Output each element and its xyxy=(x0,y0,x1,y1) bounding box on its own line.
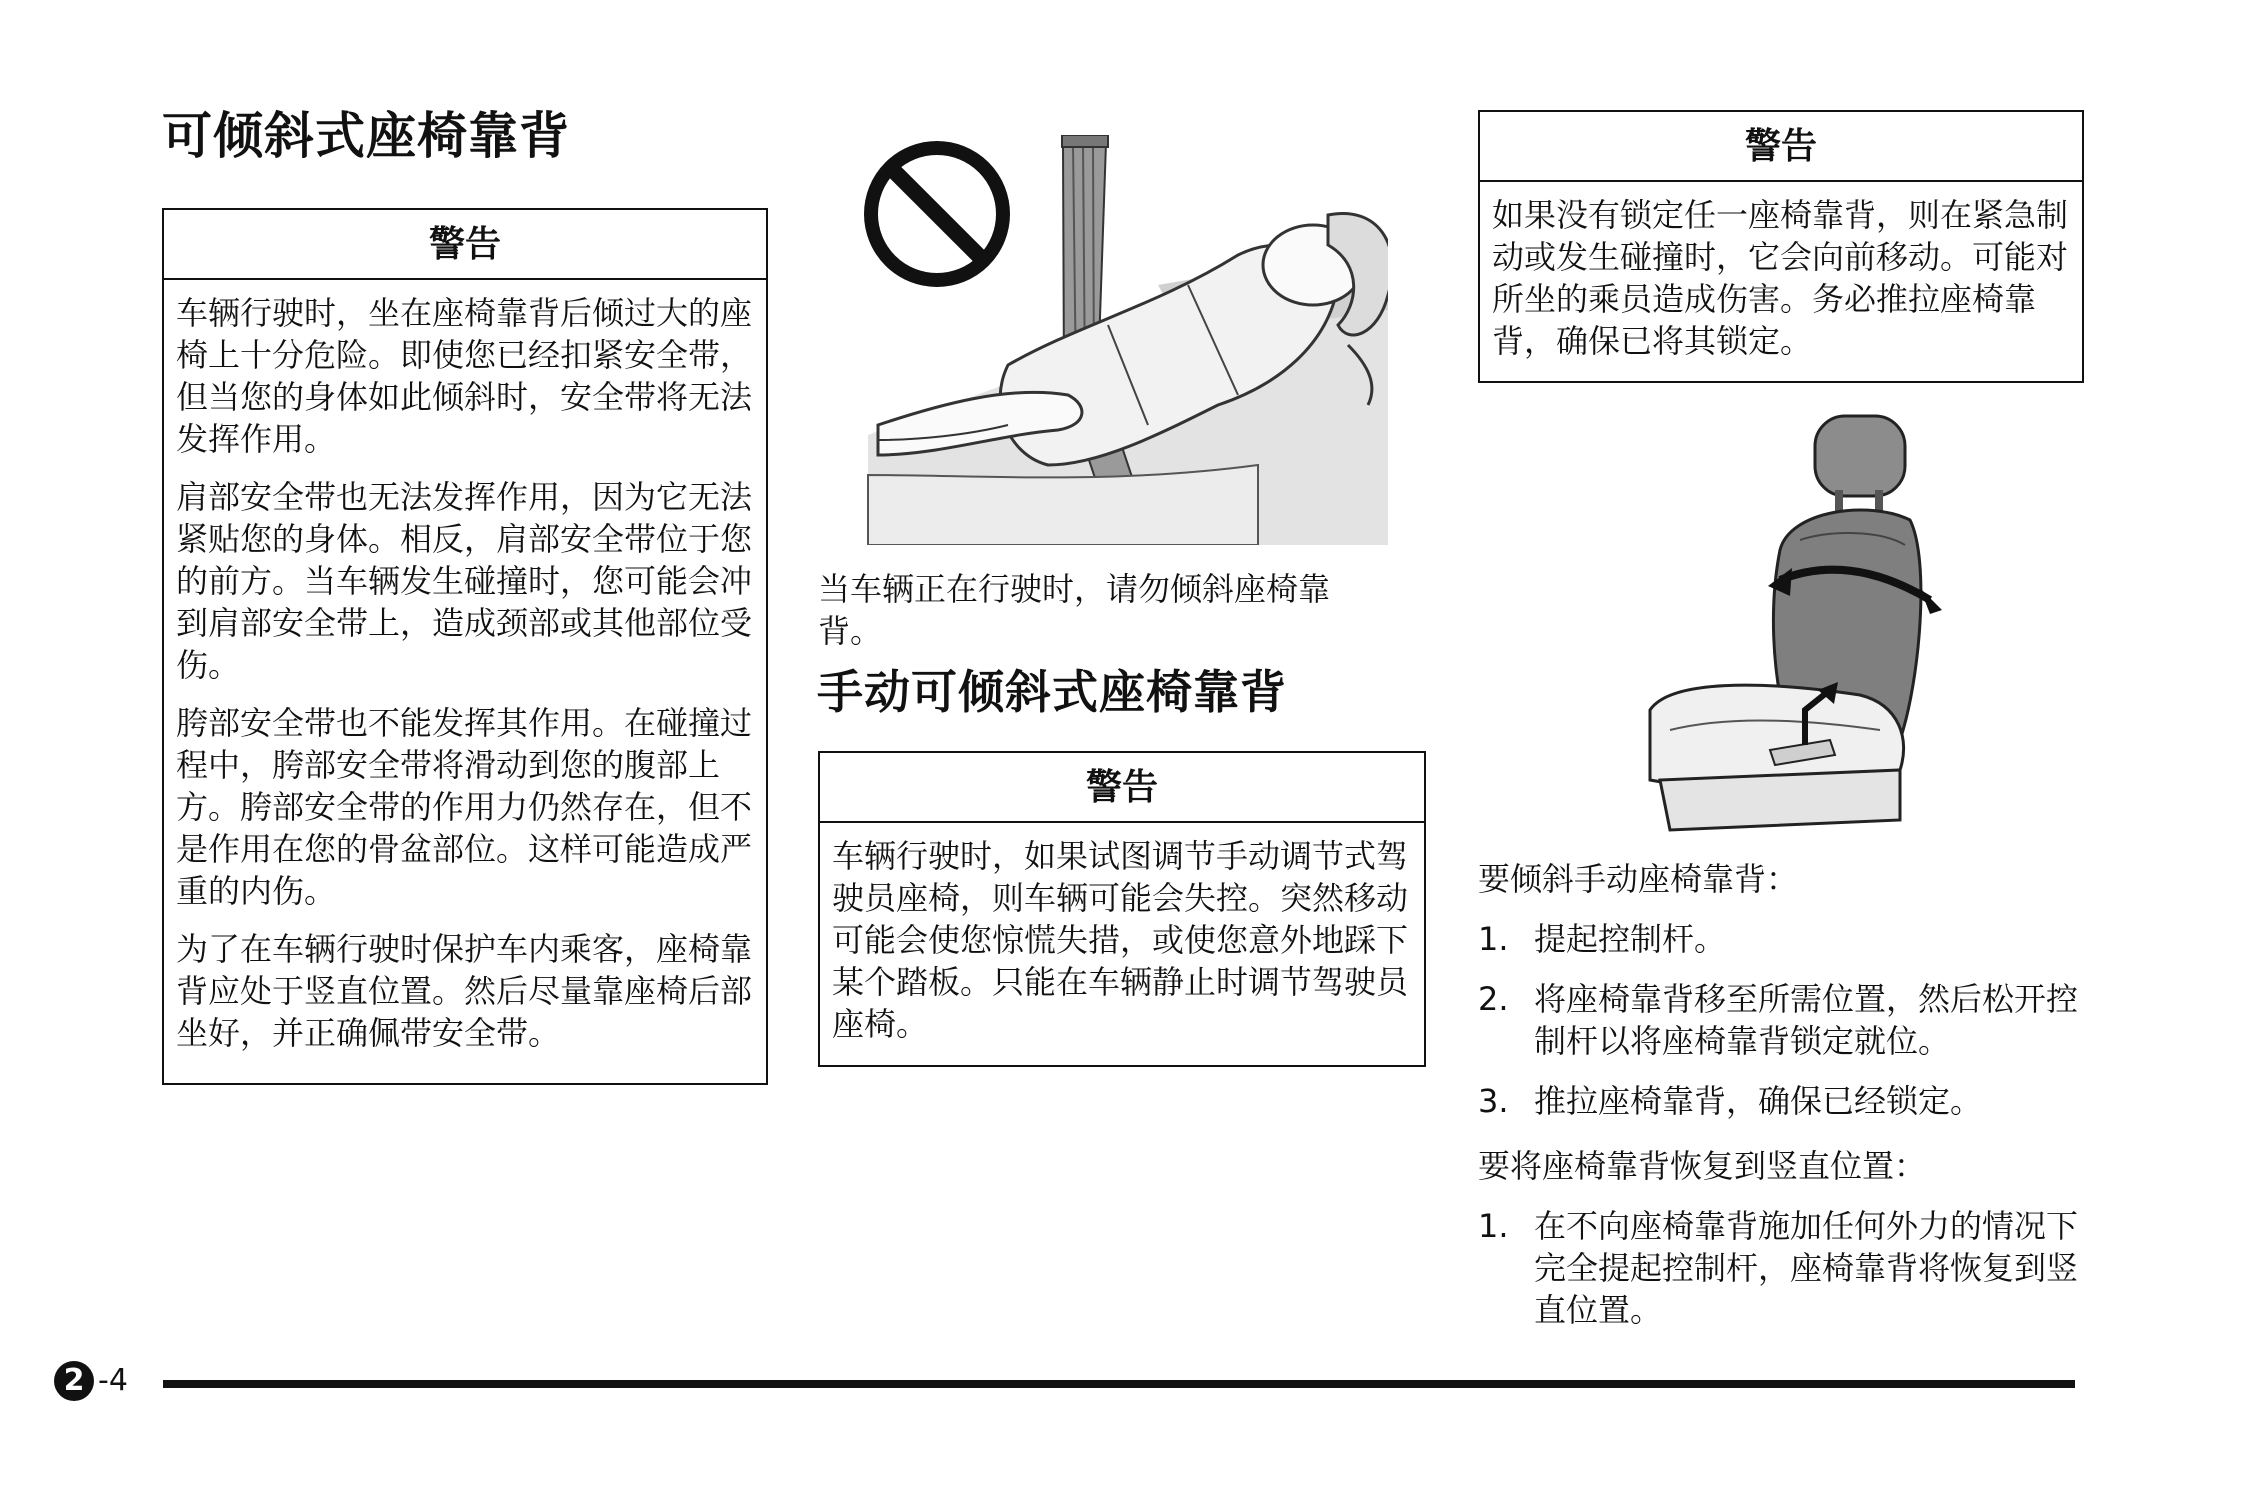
warning-paragraph: 如果没有锁定任一座椅靠背，则在紧急制动或发生碰撞时，它会向前移动。可能对所坐的乘员造成伤害。务必推拉座椅靠背，确保已将其锁定。 xyxy=(1492,196,2069,360)
step-text: 推拉座椅靠背，确保已经锁定。 xyxy=(1534,1082,1983,1120)
seat-adjust-illustration xyxy=(1630,410,1970,840)
list-item xyxy=(1478,1205,2078,1331)
upright-steps xyxy=(1478,1205,2078,1349)
warning-paragraph: 胯部安全带也不能发挥其作用。在碰撞过程中，胯部安全带将滑动到您的腹部上方。胯部安全带的作用力仍然存在，但不是作用在您的骨盆部位。这样可能造成严重的内伤。 xyxy=(176,704,753,910)
footer-rule xyxy=(163,1380,2075,1388)
reclined-passenger-illustration xyxy=(858,135,1388,545)
recline-steps xyxy=(1478,918,2078,1140)
list-item xyxy=(1478,918,2078,960)
page-title: 可倾斜式座椅靠背 xyxy=(162,107,570,165)
warning-heading: 警告 xyxy=(164,210,766,280)
step-text: 在不向座椅靠背施加任何外力的情况下完全提起控制杆，座椅靠背将恢复到竖直位置。 xyxy=(1534,1207,2079,1329)
warning-body xyxy=(164,280,766,1068)
step-text: 将座椅靠背移至所需位置，然后松开控制杆以将座椅靠背锁定就位。 xyxy=(1534,980,2079,1060)
list-item xyxy=(1478,978,2078,1062)
list-item xyxy=(1478,1080,2078,1122)
warning-paragraph: 车辆行驶时，坐在座椅靠背后倾过大的座椅上十分危险。即使您已经扣紧安全带，但当您的身体如此倾斜时，安全带将无法发挥作用。 xyxy=(176,294,753,458)
warning-paragraph: 肩部安全带也无法发挥作用，因为它无法紧贴您的身体。相反，肩部安全带位于您的前方。当车辆发生碰撞时，您可能会冲到肩部安全带上，造成颈部或其他部位受伤。 xyxy=(176,478,753,684)
warning-heading: 警告 xyxy=(1480,112,2082,182)
warning-paragraph: 为了在车辆行驶时保护车内乘客，座椅靠背应处于竖直位置。然后尽量靠座椅后部坐好，并正确佩带安全带。 xyxy=(176,930,753,1052)
reclined-passenger-figure xyxy=(858,135,1388,545)
recline-intro: 要倾斜手动座椅靠背： xyxy=(1478,860,1799,898)
upright-intro: 要将座椅靠背恢复到竖直位置： xyxy=(1478,1147,1927,1185)
step-text: 提起控制杆。 xyxy=(1534,920,1727,958)
page-number: -4 xyxy=(98,1363,128,1398)
section-title: 手动可倾斜式座椅靠背 xyxy=(817,665,1287,719)
warning-body xyxy=(1480,182,2082,376)
right-warning-box xyxy=(1478,110,2084,383)
section-number-badge: 2 xyxy=(54,1361,94,1401)
prohibition-icon xyxy=(871,148,1003,280)
seat-adjust-figure xyxy=(1630,410,1970,840)
warning-paragraph: 车辆行驶时，如果试图调节手动调节式驾驶员座椅，则车辆可能会失控。突然移动可能会使您惊慌失措，或使您意外地踩下某个踏板。只能在车辆静止时调节驾驶员座椅。 xyxy=(832,837,1409,1043)
step-number: 1. xyxy=(1478,1207,1509,1245)
step-number: 2. xyxy=(1478,980,1509,1018)
step-number: 1. xyxy=(1478,920,1509,958)
step-number: 3. xyxy=(1478,1082,1509,1120)
left-warning-box xyxy=(162,208,768,1085)
manual-warning-box xyxy=(818,751,1426,1067)
warning-body xyxy=(820,823,1424,1059)
figure-caption: 当车辆正在行驶时，请勿倾斜座椅靠背。 xyxy=(818,570,1331,650)
warning-heading: 警告 xyxy=(820,753,1424,823)
